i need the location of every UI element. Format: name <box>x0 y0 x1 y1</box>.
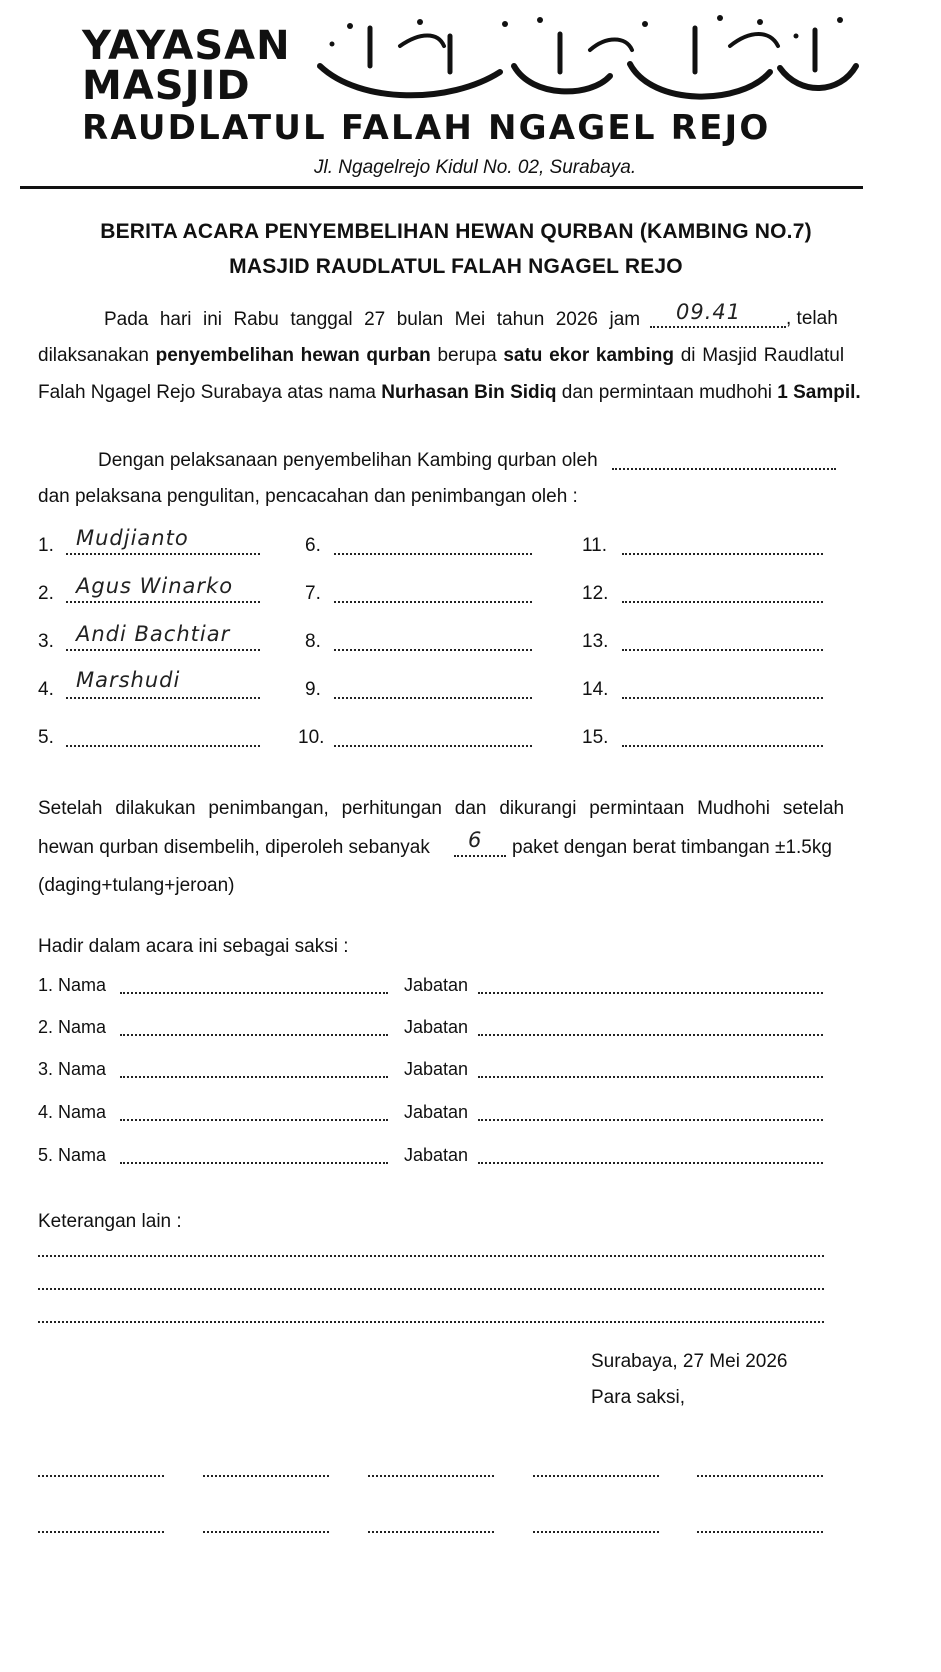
witness-name-label: 2. Nama <box>38 1017 107 1037</box>
signature-line <box>368 1531 494 1533</box>
witness-position-line <box>478 1076 823 1078</box>
worker-line <box>334 601 532 603</box>
package-count-handwritten: 6 <box>468 828 483 852</box>
signature-line <box>533 1531 659 1533</box>
signature-line <box>203 1531 329 1533</box>
worker-line <box>334 649 532 651</box>
witness-position-label: Jabatan <box>404 1059 469 1079</box>
closing-signers: Para saksi, <box>591 1387 685 1408</box>
witness-name-label: 3. Nama <box>38 1059 107 1079</box>
worker-number: 13. <box>582 631 609 652</box>
witness-position-label: Jabatan <box>404 1145 469 1165</box>
witness-name-label: 1. Nama <box>38 975 107 995</box>
worker-number: 1. <box>38 535 54 556</box>
witness-name-label: 4. Nama <box>38 1102 107 1122</box>
signature-line <box>697 1475 823 1477</box>
time-handwritten: 09.41 <box>676 300 742 324</box>
worker-line <box>66 697 260 699</box>
worker-number: 3. <box>38 631 54 652</box>
witness-position-line <box>478 1162 823 1164</box>
worker-name: Mudjianto <box>76 526 189 550</box>
worker-number: 15. <box>582 727 609 748</box>
header-line-masjid: MASJID <box>82 63 251 109</box>
witness-position-label: Jabatan <box>404 1102 469 1122</box>
worker-line <box>334 697 532 699</box>
witness-position-line <box>478 1119 823 1121</box>
closing-place-date: Surabaya, 27 Mei 2026 <box>591 1351 788 1372</box>
header-address: Jl. Ngagelrejo Kidul No. 02, Surabaya. <box>314 157 637 178</box>
worker-line <box>66 745 260 747</box>
worker-name: Andi Bachtiar <box>76 622 231 646</box>
worker-number: 12. <box>582 583 609 604</box>
worker-line <box>622 697 823 699</box>
worker-line <box>622 649 823 651</box>
worker-number: 14. <box>582 679 609 700</box>
para1-line1-end: , telah <box>786 308 838 329</box>
notes-label: Keterangan lain : <box>38 1211 182 1232</box>
header-divider <box>20 186 863 189</box>
worker-line <box>66 601 260 603</box>
worker-number: 2. <box>38 583 54 604</box>
worker-name: Marshudi <box>76 668 181 692</box>
signature-line <box>38 1475 164 1477</box>
header-line-yayasan: YAYASAN <box>82 23 291 69</box>
worker-line <box>622 745 823 747</box>
witness-name-label: 5. Nama <box>38 1145 107 1165</box>
notes-line <box>38 1288 824 1290</box>
para1-line1: Pada hari ini Rabu tanggal 27 bulan Mei tahun 2026 jam <box>104 309 641 330</box>
signature-line <box>697 1531 823 1533</box>
para2-line2: dan pelaksana pengulitan, pencacahan dan penimbangan oleh : <box>38 486 578 507</box>
worker-number: 5. <box>38 727 54 748</box>
worker-line <box>66 553 260 555</box>
worker-line <box>66 649 260 651</box>
document-title-line1: BERITA ACARA PENYEMBELIHAN HEWAN QURBAN (KAMBING NO.7) <box>100 220 812 243</box>
mosque-calligraphy-logo <box>300 6 865 116</box>
para3-line2-end: paket dengan berat timbangan ±1.5kg <box>512 837 832 858</box>
worker-name: Agus Winarko <box>76 574 234 598</box>
witness-name-line <box>120 1034 388 1036</box>
witness-name-line <box>120 1119 388 1121</box>
para3-line1: Setelah dilakukan penimbangan, perhitungan dan dikurangi permintaan Mudhohi setelah <box>38 798 845 819</box>
worker-line <box>622 601 823 603</box>
witness-name-line <box>120 1076 388 1078</box>
worker-number: 4. <box>38 679 54 700</box>
package-count-field <box>454 855 506 857</box>
notes-line <box>38 1321 824 1323</box>
worker-number: 6. <box>305 535 321 556</box>
worker-line <box>334 745 532 747</box>
document-title-line2: MASJID RAUDLATUL FALAH NGAGEL REJO <box>229 255 683 278</box>
signature-line <box>368 1475 494 1477</box>
slaughterer-field <box>612 468 836 470</box>
header-foundation-name: RAUDLATUL FALAH NGAGEL REJO <box>82 108 771 148</box>
signature-line <box>533 1475 659 1477</box>
worker-line <box>334 553 532 555</box>
witness-position-line <box>478 992 823 994</box>
witness-position-line <box>478 1034 823 1036</box>
para1-line2: dilaksanakan penyembelihan hewan qurban berupa satu ekor kambing di Masjid Raudlatul <box>38 345 845 366</box>
para3-line3: (daging+tulang+jeroan) <box>38 875 235 896</box>
worker-number: 7. <box>305 583 321 604</box>
worker-line <box>622 553 823 555</box>
notes-line <box>38 1255 824 1257</box>
para2-line1: Dengan pelaksanaan penyembelihan Kambing qurban oleh <box>98 450 598 471</box>
worker-number: 11. <box>582 535 608 556</box>
time-field <box>650 326 786 328</box>
worker-number: 8. <box>305 631 321 652</box>
para1-line3: Falah Ngagel Rejo Surabaya atas nama Nurhasan Bin Sidiq dan permintaan mudhohi 1 Sampil. <box>38 382 861 403</box>
witness-position-label: Jabatan <box>404 1017 469 1037</box>
para3-line2-start: hewan qurban disembelih, diperoleh sebanyak <box>38 837 430 858</box>
witness-name-line <box>120 992 388 994</box>
signature-line <box>38 1531 164 1533</box>
signature-line <box>203 1475 329 1477</box>
witnesses-heading: Hadir dalam acara ini sebagai saksi : <box>38 936 349 957</box>
witness-name-line <box>120 1162 388 1164</box>
worker-number: 9. <box>305 679 321 700</box>
witness-position-label: Jabatan <box>404 975 469 995</box>
worker-number: 10. <box>298 727 325 748</box>
